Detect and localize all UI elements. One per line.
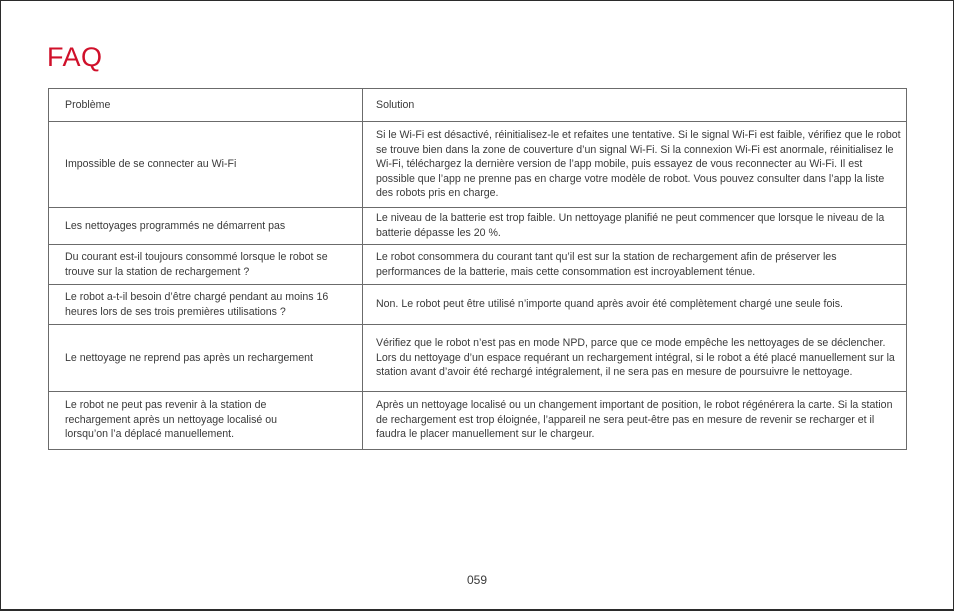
header-problem: Problème <box>49 89 363 122</box>
table-row <box>49 392 907 450</box>
problem-cell: Impossible de se connecter au Wi-Fi <box>49 122 363 208</box>
solution-cell: Le robot consommera du courant tant qu’il est sur la station de rechargement afin de préserver les performances de la batterie, mais cette consommation est incroyablement ténue. <box>363 245 907 285</box>
page-title: FAQ <box>47 42 103 72</box>
problem-cell: Le robot ne peut pas revenir à la station de rechargement après un nettoyage localisé ou lorsqu’on l’a déplacé manuellement. <box>49 392 363 450</box>
solution-cell: Vérifiez que le robot n’est pas en mode NPD, parce que ce mode empêche les nettoyages de se déclencher. Lors du nettoyage d’un espace requérant un rechargement intégral, si le robot a été placé manuellement sur la station avant d’avoir été rechargé intégralement, il ne sera pas en mesure de poursuivre le nettoyage. <box>363 325 907 392</box>
table-row <box>49 245 907 285</box>
table-row <box>49 285 907 325</box>
table-row <box>49 122 907 208</box>
solution-cell: Le niveau de la batterie est trop faible. Un nettoyage planifié ne peut commencer que lorsque le niveau de la batterie dépasse les 20 %. <box>363 208 907 245</box>
problem-cell: Les nettoyages programmés ne démarrent pas <box>49 208 363 245</box>
solution-cell: Après un nettoyage localisé ou un changement important de position, le robot régénérera la carte. Si la station de rechargement est trop éloignée, l’appareil ne sera peut-être pas en mesure de revenir se recharger et il faudra le placer manuellement sur le chargeur. <box>363 392 907 450</box>
page-number: 059 <box>466 573 488 587</box>
header-solution: Solution <box>363 89 907 122</box>
problem-cell: Le robot a-t-il besoin d’être chargé pendant au moins 16 heures lors de ses trois premières utilisations ? <box>49 285 363 325</box>
table-header-row <box>49 89 907 122</box>
problem-cell: Du courant est-il toujours consommé lorsque le robot se trouve sur la station de rechargement ? <box>49 245 363 285</box>
faq-table <box>48 88 907 450</box>
solution-cell: Si le Wi-Fi est désactivé, réinitialisez-le et refaites une tentative. Si le signal Wi-Fi est faible, vérifiez que le robot se trouve bien dans la zone de couverture d’un signal Wi-Fi. Si la connexion Wi-Fi est anormale, réinitialisez le Wi-Fi, téléchargez la dernière version de l’app mobile, puis essayez de vous reconnecter au Wi-Fi. Il est possible que l’app ne prenne pas en charge votre modèle de robot. Vous pouvez consulter dans l’app la liste des robots pris en charge. <box>363 122 907 208</box>
table-row <box>49 208 907 245</box>
problem-cell: Le nettoyage ne reprend pas après un rechargement <box>49 325 363 392</box>
table-row <box>49 325 907 392</box>
solution-cell: Non. Le robot peut être utilisé n’importe quand après avoir été complètement chargé une seule fois. <box>363 285 907 325</box>
